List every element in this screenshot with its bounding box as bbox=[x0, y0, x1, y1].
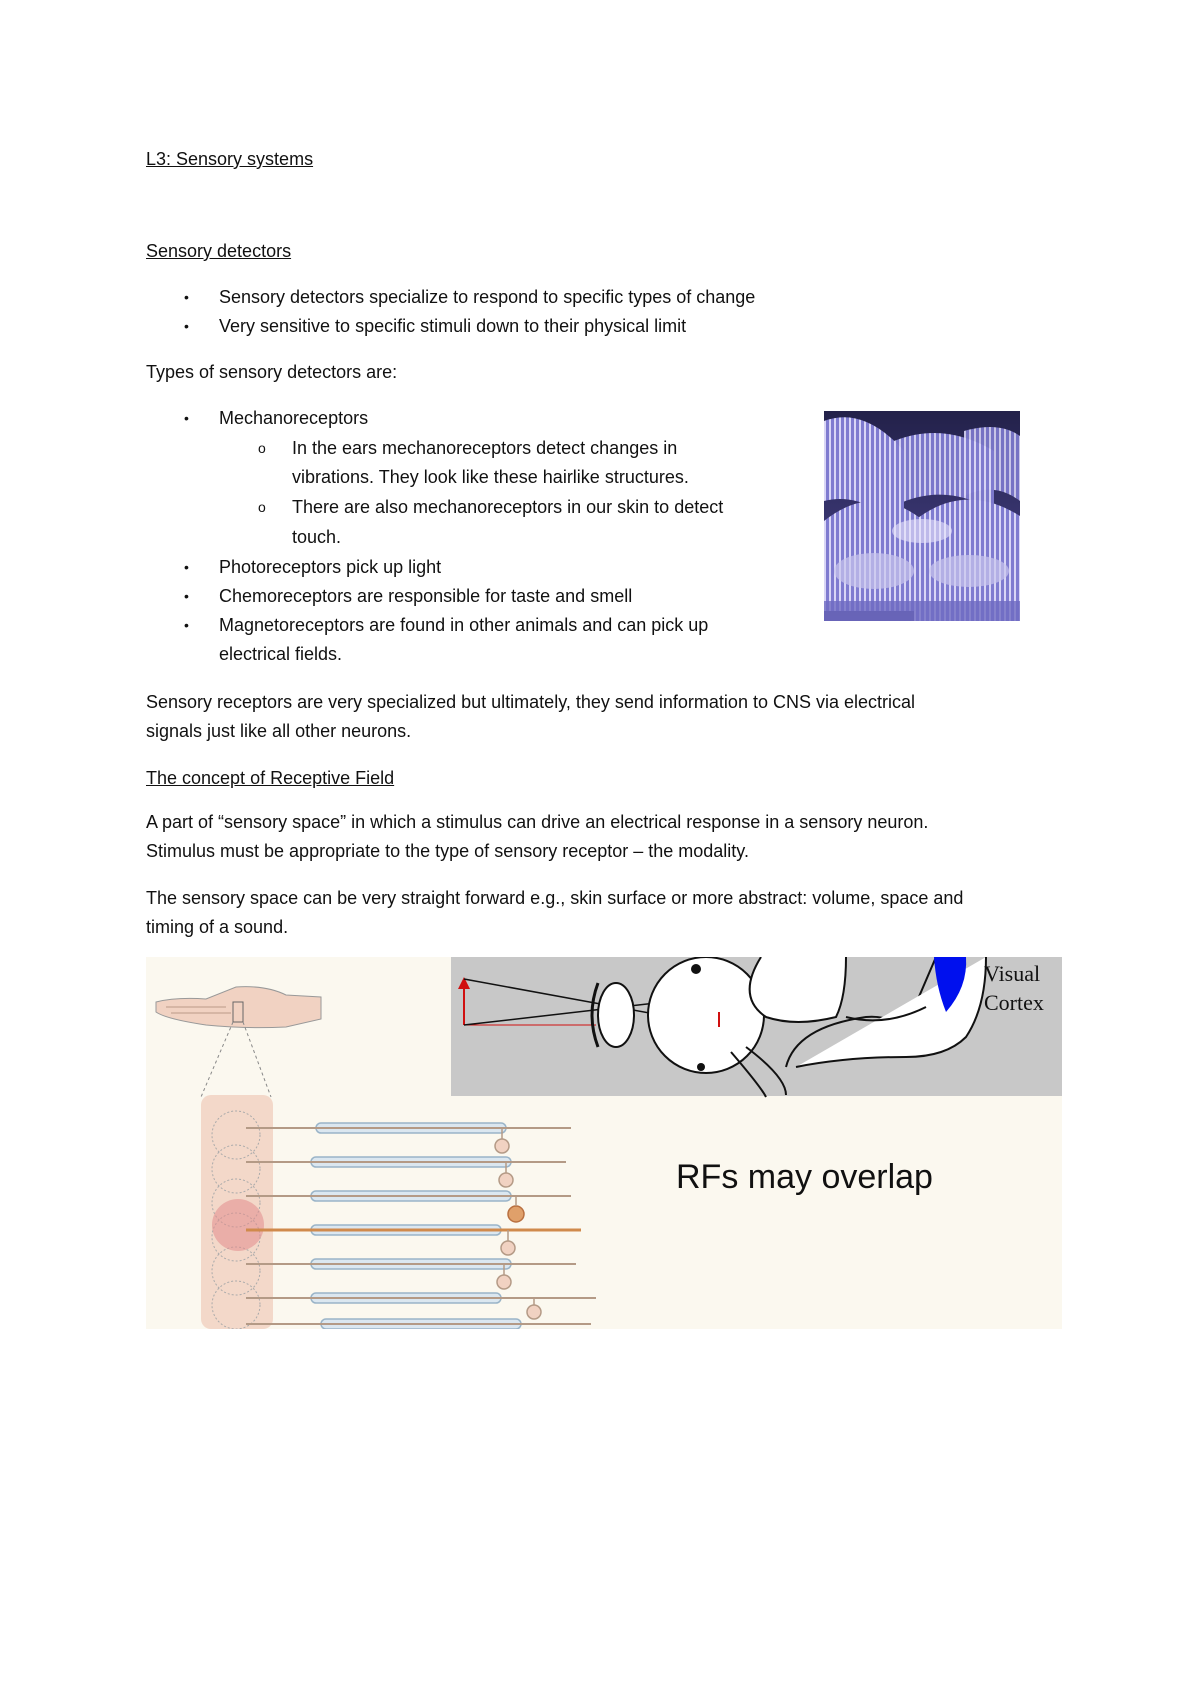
receptive-field-illustration bbox=[146, 957, 1062, 1329]
rf-caption: RFs may overlap bbox=[676, 1158, 933, 1196]
bullet-icon: • bbox=[184, 559, 189, 575]
list-item: Very sensitive to specific stimuli down to their physical limit bbox=[219, 316, 687, 336]
paragraph-line: timing of a sound. bbox=[146, 917, 289, 937]
cortex-label: Cortex bbox=[984, 990, 1044, 1015]
section-heading-receptive-field: The concept of Receptive Field bbox=[146, 768, 395, 788]
types-intro: Types of sensory detectors are: bbox=[146, 362, 398, 382]
subbullet-icon: o bbox=[258, 440, 266, 456]
paragraph-line: Stimulus must be appropriate to the type of sensory receptor – the modality. bbox=[146, 841, 749, 861]
list-item-chemoreceptors: Chemoreceptors are responsible for taste and smell bbox=[219, 586, 633, 606]
receptive-field-figure bbox=[146, 957, 1062, 1329]
sublist-item-continuation: touch. bbox=[292, 527, 342, 547]
visual-label: Visual bbox=[984, 961, 1041, 986]
paragraph-line: Sensory receptors are very specialized but ultimately, they send information to CNS via electrical bbox=[146, 692, 916, 712]
paragraph-line: signals just like all other neurons. bbox=[146, 721, 412, 741]
list-item-photoreceptors: Photoreceptors pick up light bbox=[219, 557, 442, 577]
document-title: L3: Sensory systems bbox=[146, 149, 314, 169]
bullet-icon: • bbox=[184, 617, 189, 633]
eye-cortex-panel bbox=[451, 957, 1062, 1097]
sublist-item: There are also mechanoreceptors in our skin to detect bbox=[292, 497, 724, 517]
list-item-continuation: electrical fields. bbox=[219, 644, 343, 664]
list-item-mechanoreceptors: Mechanoreceptors bbox=[219, 408, 369, 428]
hair-cells-illustration bbox=[824, 411, 1020, 621]
paragraph-line: The sensory space can be very straight forward e.g., skin surface or more abstract: volume, space and bbox=[146, 888, 964, 908]
hair-cells-image bbox=[824, 411, 1020, 621]
bullet-icon: • bbox=[184, 410, 189, 426]
paragraph-line: A part of “sensory space” in which a stimulus can drive an electrical response in a sensory neuron. bbox=[146, 812, 929, 832]
section-heading-sensory-detectors: Sensory detectors bbox=[146, 241, 292, 261]
bullet-icon: • bbox=[184, 318, 189, 334]
list-item-magnetoreceptors: Magnetoreceptors are found in other animals and can pick up bbox=[219, 615, 709, 635]
bullet-icon: • bbox=[184, 588, 189, 604]
sublist-item: In the ears mechanoreceptors detect changes in bbox=[292, 438, 678, 458]
subbullet-icon: o bbox=[258, 499, 266, 515]
bullet-icon: • bbox=[184, 289, 189, 305]
sublist-item-continuation: vibrations. They look like these hairlike structures. bbox=[292, 467, 689, 487]
list-item: Sensory detectors specialize to respond to specific types of change bbox=[219, 287, 756, 307]
